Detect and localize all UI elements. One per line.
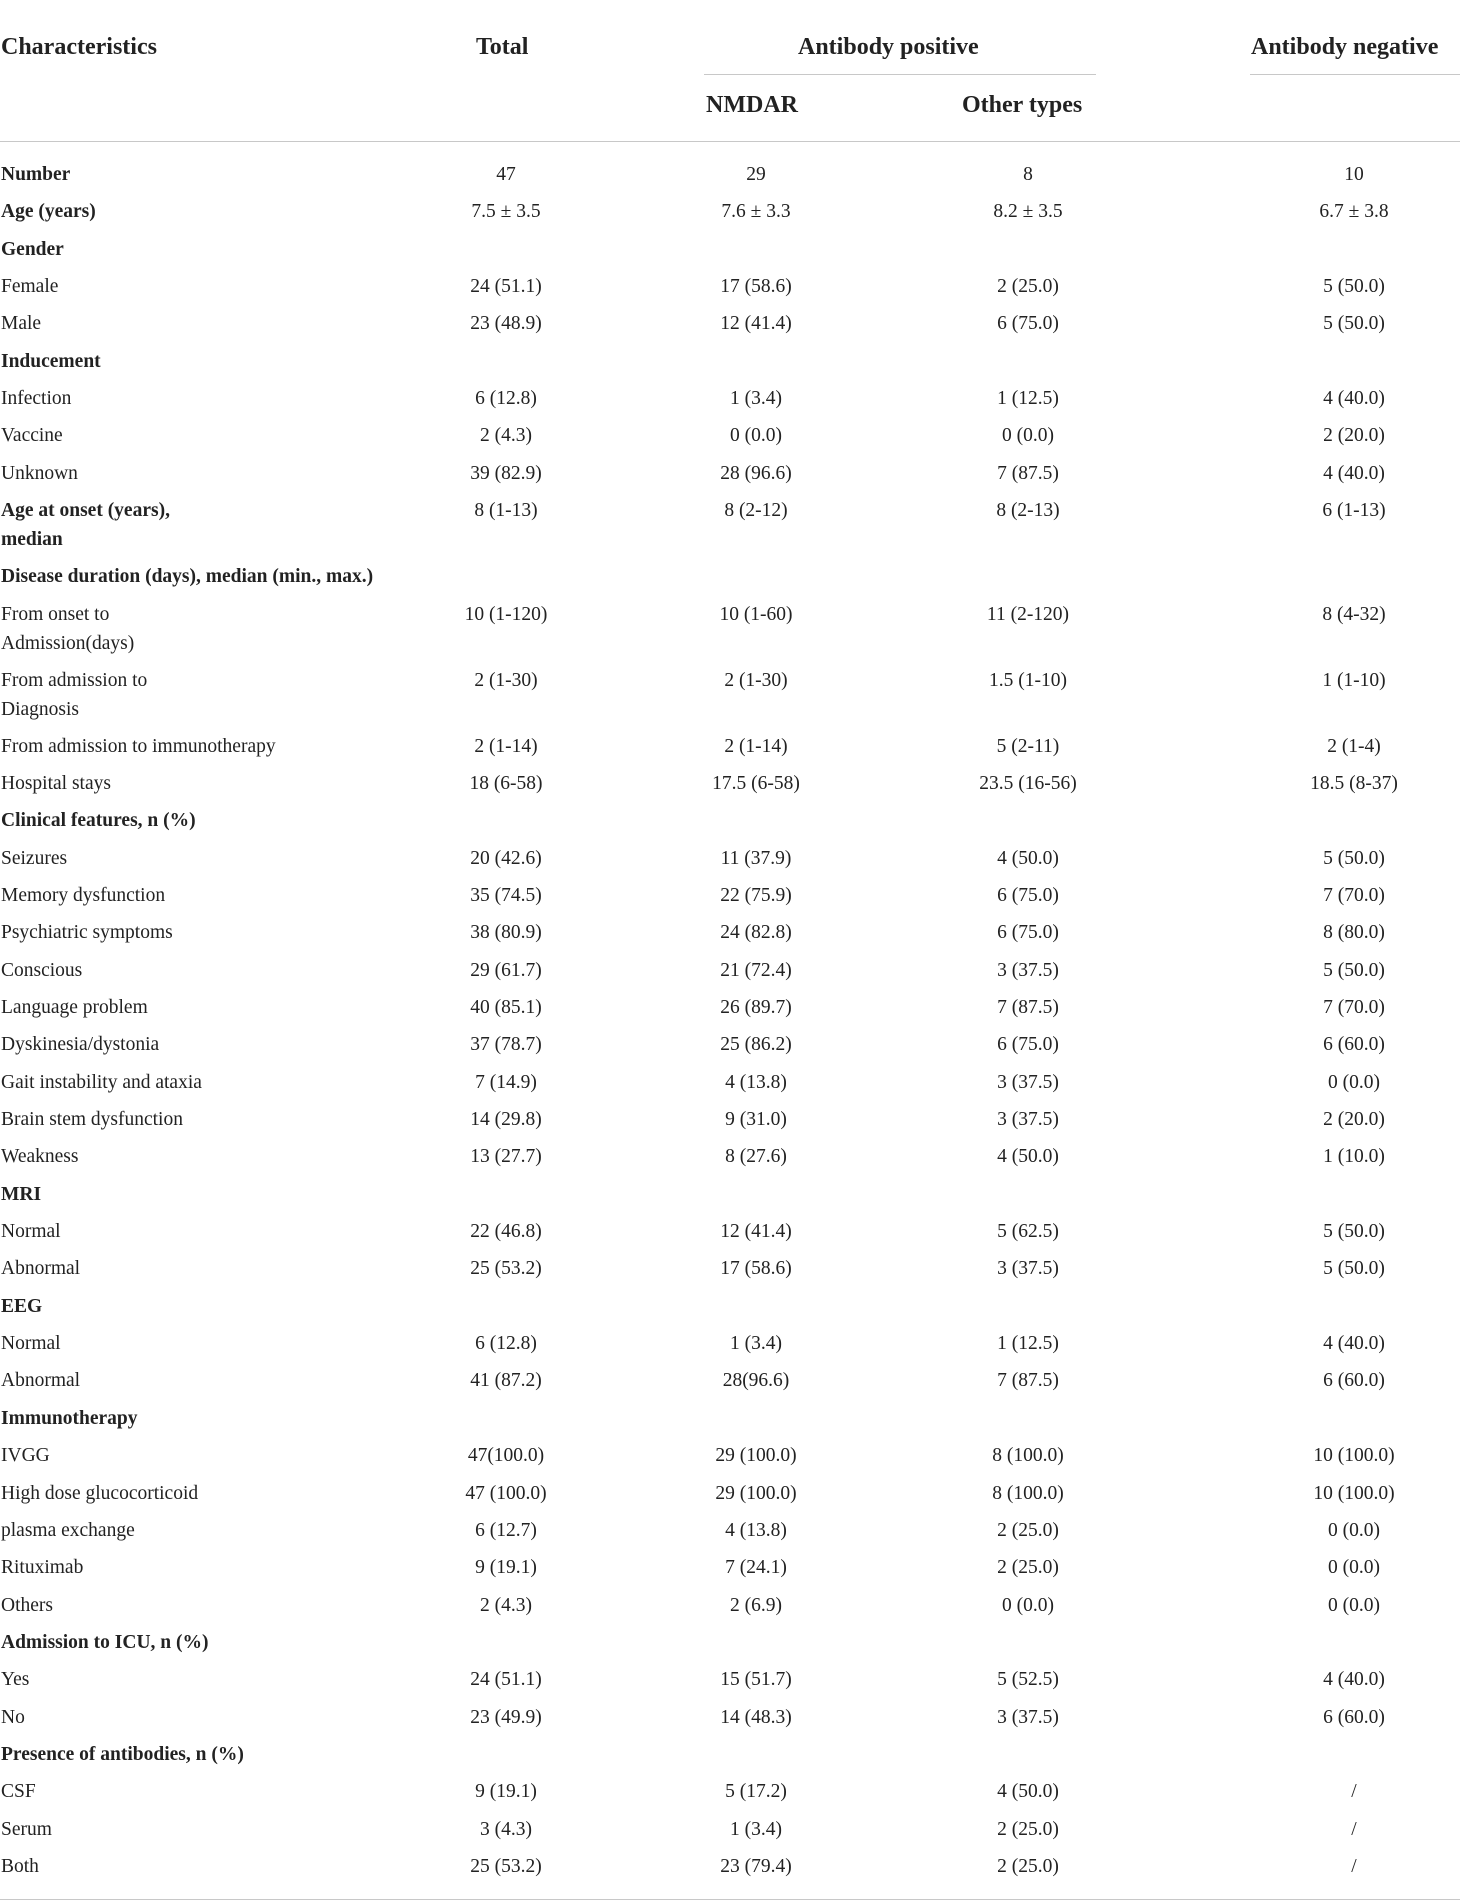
cell-value: 2 (1-4) — [1327, 735, 1381, 757]
cell-value: 3 (37.5) — [997, 959, 1059, 981]
cell-value: 35 (74.5) — [470, 884, 542, 906]
cell-value: 9 (19.1) — [475, 1557, 537, 1579]
cell-value: 28(96.6) — [722, 1370, 790, 1392]
row-label: Abnormal — [1, 1370, 81, 1392]
row-label: Male — [1, 313, 42, 335]
cell-value: 23 (49.9) — [470, 1706, 542, 1728]
cell-value: 4 (50.0) — [997, 1781, 1059, 1803]
cell-value: 2 (1-14) — [724, 735, 788, 757]
cell-value: 2 (4.3) — [480, 1594, 532, 1616]
cell-value: 4 (40.0) — [1323, 1333, 1385, 1355]
antibody-positive-underline — [704, 74, 1096, 75]
row-label: Infection — [1, 388, 72, 410]
cell-value: 6 (1-13) — [1322, 500, 1386, 522]
cell-value: 0 (0.0) — [1328, 1557, 1380, 1579]
cell-value: 2 (25.0) — [997, 1856, 1059, 1877]
cell-value: 6 (75.0) — [997, 922, 1059, 944]
row-label: From admission to immunotherapy — [1, 735, 276, 757]
row-label: EEG — [1, 1295, 43, 1317]
cell-value: 5 (50.0) — [1323, 276, 1385, 298]
cell-value: 6.7 ± 3.8 — [1319, 201, 1389, 223]
row-label: Abnormal — [1, 1258, 81, 1280]
cell-value: 29 (61.7) — [470, 959, 542, 981]
cell-value: 14 (48.3) — [720, 1706, 792, 1728]
row-label: MRI — [1, 1183, 42, 1205]
row-label: Conscious — [1, 959, 83, 981]
cell-value: 25 (86.2) — [720, 1034, 792, 1056]
row-label: Others — [1, 1594, 53, 1616]
cell-value: 1 (10.0) — [1323, 1146, 1385, 1168]
cell-value: 47 (100.0) — [465, 1482, 547, 1504]
cell-value: 8 — [1023, 164, 1033, 185]
row-label: Gait instability and ataxia — [1, 1071, 202, 1093]
cell-value: 2 (25.0) — [997, 1519, 1059, 1541]
header-antibody-positive: Antibody positive — [798, 34, 979, 60]
row-label: Language problem — [1, 996, 148, 1018]
cell-value: 23.5 (16-56) — [979, 772, 1077, 794]
cell-value: / — [1351, 1856, 1357, 1877]
cell-value: 3 (37.5) — [997, 1071, 1059, 1093]
cell-value: 0 (0.0) — [1002, 1594, 1054, 1616]
cell-value: 28 (96.6) — [720, 462, 792, 484]
cell-value: 6 (12.8) — [475, 388, 537, 410]
row-label: CSF — [1, 1781, 36, 1803]
cell-value: 13 (27.7) — [470, 1146, 542, 1168]
cell-value: 3 (4.3) — [480, 1818, 532, 1840]
row-label: Admission to ICU, n (%) — [1, 1631, 209, 1653]
cell-value: 8 (2-13) — [996, 500, 1060, 522]
cell-value: 22 (46.8) — [470, 1221, 542, 1243]
cell-value: 20 (42.6) — [470, 847, 542, 869]
cell-value: 38 (80.9) — [470, 922, 542, 944]
cell-value: 29 — [746, 164, 766, 185]
cell-value: 8 (27.6) — [725, 1146, 787, 1168]
cell-value: 37 (78.7) — [470, 1034, 542, 1056]
cell-value: 23 (79.4) — [720, 1856, 792, 1877]
cell-value: 7.6 ± 3.3 — [721, 201, 791, 223]
cell-value: 7 (70.0) — [1323, 884, 1385, 906]
cell-value: 8 (2-12) — [724, 500, 788, 522]
cell-value: 23 (48.9) — [470, 313, 542, 335]
row-label: Inducement — [1, 350, 101, 372]
cell-value: 8 (1-13) — [474, 500, 538, 522]
header-characteristics: Characteristics — [1, 34, 157, 60]
cell-value: 4 (50.0) — [997, 1146, 1059, 1168]
cell-value: 0 (0.0) — [1328, 1071, 1380, 1093]
cell-value: 4 (40.0) — [1323, 462, 1385, 484]
cell-value: 2 (6.9) — [730, 1594, 782, 1616]
header-rule — [0, 141, 1460, 142]
cell-value: 1 (12.5) — [997, 1333, 1059, 1355]
row-label: Number — [1, 164, 71, 185]
cell-value: 25 (53.2) — [470, 1856, 542, 1877]
cell-value: 6 (60.0) — [1323, 1034, 1385, 1056]
cell-value: 1 (3.4) — [730, 1333, 782, 1355]
cell-value: 0 (0.0) — [1328, 1519, 1380, 1541]
cell-value: 14 (29.8) — [470, 1109, 542, 1130]
cell-value: 1 (3.4) — [730, 388, 782, 410]
header-antibody-negative: Antibody negative — [1251, 34, 1439, 60]
cell-value: 2 (1-14) — [474, 735, 538, 757]
cell-value: 8 (100.0) — [992, 1445, 1064, 1467]
cell-value: 1 (12.5) — [997, 388, 1059, 410]
cell-value: 4 (13.8) — [725, 1071, 787, 1093]
row-label: From onset to Admission(days) — [1, 603, 135, 654]
cell-value: 10 (1-60) — [719, 603, 793, 625]
cell-value: 18 (6-58) — [469, 772, 543, 794]
cell-value: 7 (24.1) — [725, 1557, 787, 1579]
cell-value: 6 (75.0) — [997, 1034, 1059, 1056]
cell-value: 7 (14.9) — [475, 1071, 537, 1093]
cell-value: 9 (31.0) — [725, 1109, 787, 1130]
row-label: Age (years) — [1, 201, 96, 223]
cell-value: 2 (20.0) — [1323, 425, 1385, 447]
cell-value: 9 (19.1) — [475, 1781, 537, 1803]
cell-value: 41 (87.2) — [470, 1370, 542, 1392]
cell-value: 10 (100.0) — [1313, 1482, 1395, 1504]
row-label: Clinical features, n (%) — [1, 810, 196, 832]
cell-value: 6 (12.8) — [475, 1333, 537, 1355]
cell-value: 12 (41.4) — [720, 1221, 792, 1243]
cell-value: 5 (50.0) — [1323, 847, 1385, 869]
cell-value: 17.5 (6-58) — [712, 772, 800, 794]
antibody-negative-underline — [1250, 74, 1460, 75]
cell-value: 5 (62.5) — [997, 1221, 1059, 1243]
cell-value: 22 (75.9) — [720, 884, 792, 906]
cell-value: 4 (50.0) — [997, 847, 1059, 869]
cell-value: 4 (40.0) — [1323, 388, 1385, 410]
cell-value: 1.5 (1-10) — [989, 669, 1067, 691]
cell-value: 8 (100.0) — [992, 1482, 1064, 1504]
cell-value: 2 (4.3) — [480, 425, 532, 447]
cell-value: 17 (58.6) — [720, 1258, 792, 1280]
row-label: Vaccine — [1, 425, 63, 447]
cell-value: 5 (52.5) — [997, 1669, 1059, 1691]
cell-value: 5 (50.0) — [1323, 1258, 1385, 1280]
cell-value: 2 (25.0) — [997, 1818, 1059, 1840]
row-label: Disease duration (days), median (min., max.) — [1, 566, 374, 588]
cell-value: 6 (60.0) — [1323, 1370, 1385, 1392]
cell-value: 24 (51.1) — [470, 276, 542, 298]
row-label: Age at onset (years), median — [1, 500, 170, 551]
cell-value: 2 (25.0) — [997, 1557, 1059, 1579]
row-label: Serum — [1, 1818, 52, 1840]
cell-value: 4 (13.8) — [725, 1519, 787, 1541]
cell-value: 6 (75.0) — [997, 884, 1059, 906]
cell-value: 11 (2-120) — [986, 603, 1070, 625]
cell-value: 29 (100.0) — [715, 1482, 797, 1504]
cell-value: 47 — [496, 164, 516, 185]
cell-value: 12 (41.4) — [720, 313, 792, 335]
cell-value: 40 (85.1) — [470, 996, 542, 1018]
header-total: Total — [476, 34, 529, 60]
cell-value: 7 (87.5) — [997, 1370, 1059, 1392]
row-label: Dyskinesia/dystonia — [1, 1034, 160, 1056]
row-label: IVGG — [1, 1445, 50, 1467]
cell-value: 8 (80.0) — [1323, 922, 1385, 944]
row-label: Gender — [1, 238, 64, 260]
cell-value: 11 (37.9) — [720, 847, 792, 869]
row-label: Presence of antibodies, n (%) — [1, 1743, 244, 1765]
cell-value: 17 (58.6) — [720, 276, 792, 298]
row-label: Rituximab — [1, 1557, 84, 1579]
cell-value: 7 (87.5) — [997, 462, 1059, 484]
cell-value: 5 (50.0) — [1323, 1221, 1385, 1243]
cell-value: 2 (20.0) — [1323, 1109, 1385, 1130]
row-label: Weakness — [1, 1146, 79, 1168]
cell-value: 15 (51.7) — [720, 1669, 792, 1691]
row-label: Yes — [1, 1669, 30, 1691]
row-label: Psychiatric symptoms — [1, 922, 173, 944]
cell-value: 1 (3.4) — [730, 1818, 782, 1840]
row-label: Normal — [1, 1333, 61, 1355]
cell-value: 26 (89.7) — [720, 996, 792, 1018]
cell-value: 24 (82.8) — [720, 922, 792, 944]
cell-value: / — [1351, 1818, 1357, 1840]
cell-value: 6 (60.0) — [1323, 1706, 1385, 1728]
cell-value: 6 (12.7) — [475, 1519, 537, 1541]
cell-value: 10 (1-120) — [464, 603, 548, 625]
cell-value: 5 (50.0) — [1323, 313, 1385, 335]
cell-value: 24 (51.1) — [470, 1669, 542, 1691]
row-label: No — [1, 1706, 25, 1728]
cell-value: 21 (72.4) — [720, 959, 792, 981]
cell-value: 0 (0.0) — [730, 425, 782, 447]
row-label: Both — [1, 1856, 39, 1877]
cell-value: 8 (4-32) — [1322, 603, 1386, 625]
cell-value: 10 — [1344, 164, 1364, 185]
cell-value: 7 (70.0) — [1323, 996, 1385, 1018]
cell-value: 3 (37.5) — [997, 1109, 1059, 1130]
cell-value: 3 (37.5) — [997, 1706, 1059, 1728]
cell-value: 0 (0.0) — [1002, 425, 1054, 447]
cell-value: 7 (87.5) — [997, 996, 1059, 1018]
header-nmdar: NMDAR — [706, 92, 798, 118]
cell-value: 1 (1-10) — [1322, 669, 1386, 691]
cell-value: 7.5 ± 3.5 — [471, 201, 541, 223]
cell-value: 8.2 ± 3.5 — [993, 201, 1063, 223]
cell-value: 25 (53.2) — [470, 1258, 542, 1280]
header-other-types: Other types — [962, 92, 1083, 118]
cell-value: 39 (82.9) — [470, 462, 542, 484]
cell-value: 5 (50.0) — [1323, 959, 1385, 981]
cell-value: 18.5 (8-37) — [1310, 772, 1398, 794]
cell-value: 47(100.0) — [467, 1445, 545, 1467]
row-label: Female — [1, 276, 59, 298]
cell-value: 0 (0.0) — [1328, 1594, 1380, 1616]
cell-value: 5 (17.2) — [725, 1781, 787, 1803]
row-label: Immunotherapy — [1, 1407, 138, 1429]
cell-value: 2 (25.0) — [997, 276, 1059, 298]
cell-value: 2 (1-30) — [474, 669, 538, 691]
row-label: Unknown — [1, 462, 78, 484]
table-bottom-rule — [0, 1899, 1460, 1900]
cell-value: 3 (37.5) — [997, 1258, 1059, 1280]
row-label: Normal — [1, 1221, 61, 1243]
row-label: Brain stem dysfunction — [1, 1109, 183, 1130]
row-label: From admission to Diagnosis — [1, 669, 148, 720]
cell-value: 10 (100.0) — [1313, 1445, 1395, 1467]
row-label: plasma exchange — [1, 1519, 135, 1541]
cell-value: 2 (1-30) — [724, 669, 788, 691]
row-label: Memory dysfunction — [1, 884, 166, 906]
cell-value: 4 (40.0) — [1323, 1669, 1385, 1691]
row-label: High dose glucocorticoid — [1, 1482, 199, 1504]
row-label: Seizures — [1, 847, 68, 869]
row-label: Hospital stays — [1, 772, 111, 794]
cell-value: 29 (100.0) — [715, 1445, 797, 1467]
cell-value: / — [1351, 1781, 1357, 1803]
cell-value: 6 (75.0) — [997, 313, 1059, 335]
cell-value: 5 (2-11) — [996, 735, 1060, 757]
